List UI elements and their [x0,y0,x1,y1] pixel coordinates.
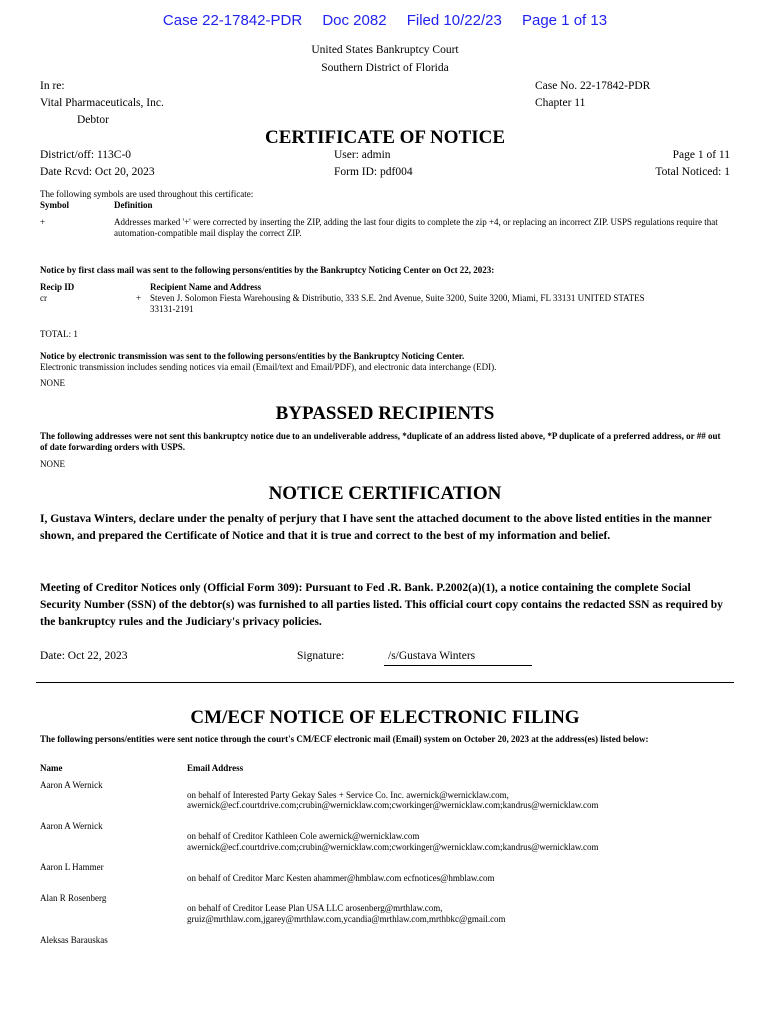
in-re-label: In re: [40,80,65,92]
certification-ssn-notice: Meeting of Creditor Notices only (Official Form 309): Pursuant to Fed .R. Bank. P.2002(a)(1), a notice containing the complete Social Security Number (SSN) of the debtor(s) was furnished to all parties listed. This official court copy contains the redacted SSN as required by the bankruptcy rules and the Judiciary's privacy policies. [40,582,723,628]
filing-stamp [0,12,770,29]
cmecf-entry-line1: on behalf of Interested Party Gekay Sales + Service Co. Inc. awernick@wernicklaw.com, [187,790,509,800]
date-received: Date Rcvd: Oct 20, 2023 [40,166,155,178]
meta-page: Page 1 of 11 [672,149,730,161]
cmecf-entry-name: Alan R Rosenberg [40,893,107,903]
recip-mark: + [136,293,142,303]
signature: /s/Gustava Winters [388,650,476,662]
bypassed-title: BYPASSED RECIPIENTS [275,403,495,424]
symbol-definition: Addresses marked '+' were corrected by inserting the ZIP, adding the last four digits to complete the zip +4, or replacing an incorrect ZIP. USPS regulations require that automation-compatible mail display the correct ZIP. [114,217,718,238]
electronic-notice-heading: Notice by electronic transmission was sent to the following persons/entities by the Bankruptcy Noticing Center. [40,351,465,361]
stamp-filed: Filed 10/22/23 [406,12,502,29]
cmecf-entry-name: Aaron L Hammer [40,862,104,872]
cmecf-entry-name: Aaron A Wernick [40,780,103,790]
district-office: District/off: 113C-0 [40,149,132,161]
stamp-doc: Doc 2082 [322,12,387,29]
certification-declaration: I, Gustava Winters, declare under the penalty of perjury that I have sent the attached document to the above listed entities in the manner shown, and prepared the Certificate of Notice and that it is true and correct to the best of my information and belief. [40,513,712,542]
electronic-notice-subline: Electronic transmission includes sending notices via email (Email/text and Email/PDF), and electronic data interchange (EDI). [40,362,497,372]
stamp-page: Page 1 of 13 [521,12,608,29]
symbol-plus: + [40,217,46,227]
recip-address-line1: Steven J. Solomon Fiesta Warehousing & Distributio, 333 S.E. 2nd Avenue, Suite 3200, Suite 3200, Miami, FL 33131 UNITED STATES [150,293,645,303]
total-noticed: Total Noticed: 1 [655,166,730,178]
bypassed-text: The following addresses were not sent this bankruptcy notice due to an undeliverable address, *duplicate of an address listed above, *P duplicate of a preferred address, or ## out of date forwarding orders with USPS. [40,431,721,452]
bypassed-none: NONE [40,459,65,469]
certificate-title: CERTIFICATE OF NOTICE [264,127,506,148]
cmecf-entry-line2: gruiz@mrthlaw.com,jgarey@mrthlaw.com,ycandia@mrthlaw.com,mrthbkc@gmail.com [187,914,506,924]
cmecf-entry-line1: on behalf of Creditor Marc Kesten ahammer@hmblaw.com ecfnotices@hmblaw.com [187,873,495,883]
chapter: Chapter 11 [535,97,586,109]
cmecf-entry-line1: on behalf of Creditor Lease Plan USA LLC arosenberg@mrthlaw.com, [187,903,443,913]
mail-total: TOTAL: 1 [40,329,78,339]
debtor-label: Debtor [77,114,109,126]
mail-notice-heading: Notice by first class mail was sent to the following persons/entities by the Bankruptcy Noticing Center on Oct 22, 2023: [40,265,495,275]
electronic-notice-none: NONE [40,378,65,388]
cmecf-entry-line1: on behalf of Creditor Kathleen Cole awernick@wernicklaw.com [187,831,420,841]
stamp-case: Case 22-17842-PDR [162,12,303,29]
recip-address-line2: 33131-2191 [150,304,194,314]
cmecf-entry-line2: awernick@ecf.courtdrive.com;crubin@wernicklaw.com;cworkinger@wernicklaw.com;kandrus@wernicklaw.com [187,842,599,852]
signature-label: Signature: [297,650,345,662]
symbols-col-definition: Definition [114,200,153,210]
section-divider [36,682,734,683]
cmecf-title: CM/ECF NOTICE OF ELECTRONIC FILING [190,707,580,728]
symbols-intro: The following symbols are used throughout this certificate: [40,189,254,199]
debtor-name: Vital Pharmaceuticals, Inc. [40,97,164,109]
certification-title: NOTICE CERTIFICATION [268,483,502,504]
col-recipient-name: Recipient Name and Address [150,282,262,292]
certification-date: Date: Oct 22, 2023 [40,650,128,662]
signature-line [384,665,532,666]
col-recip-id: Recip ID [40,282,75,292]
user: User: admin [334,149,391,161]
cmecf-entry-name: Aleksas Barauskas [40,935,108,945]
cmecf-intro: The following persons/entities were sent notice through the court's CM/ECF electronic mail (Email) system on October 20, 2023 at the address(es) listed below: [40,734,649,744]
cmecf-col-name: Name [40,763,63,773]
form-id: Form ID: pdf004 [334,166,413,178]
cmecf-entry-line2: awernick@ecf.courtdrive.com;crubin@wernicklaw.com;cworkinger@wernicklaw.com;kandrus@wernicklaw.com [187,800,599,810]
case-number: Case No. 22-17842-PDR [535,80,651,92]
symbols-col-symbol: Symbol [40,200,70,210]
cmecf-entry-name: Aaron A Wernick [40,821,103,831]
cmecf-col-email: Email Address [187,763,244,773]
recip-id: cr [40,293,47,303]
court-district: Southern District of Florida [321,62,449,74]
court-name: United States Bankruptcy Court [311,44,459,56]
